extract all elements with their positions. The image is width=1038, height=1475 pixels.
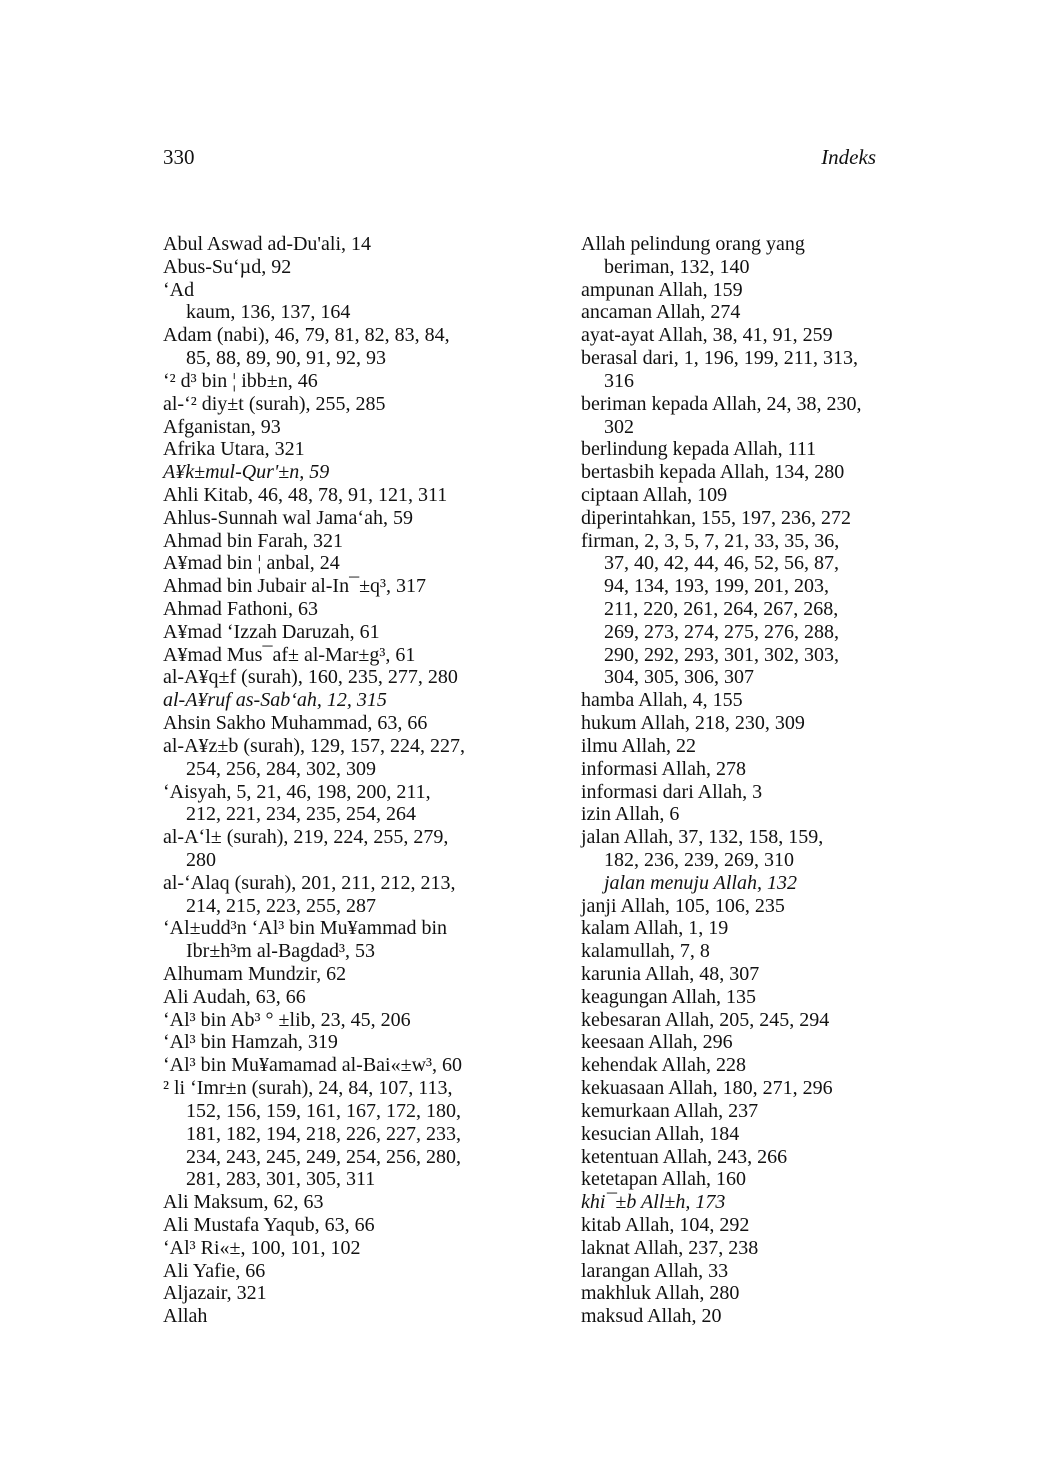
index-subline: 316	[604, 369, 634, 392]
index-subline: 290, 292, 293, 301, 302, 303,	[604, 643, 839, 666]
index-entry: hamba Allah, 4, 155	[581, 689, 743, 712]
index-entry: ampunan Allah, 159	[581, 278, 743, 301]
index-entry: Afganistan, 93	[163, 415, 281, 438]
index-entry: al-‘² diy±t (surah), 255, 285	[163, 392, 386, 415]
index-entry: Adam (nabi), 46, 79, 81, 82, 83, 84,	[163, 324, 450, 347]
index-entry: al-A‘l± (surah), 219, 224, 255, 279,	[163, 826, 449, 849]
index-entry: ² li ‘Imr±n (surah), 24, 84, 107, 113,	[163, 1077, 453, 1100]
index-entry: ketentuan Allah, 243, 266	[581, 1145, 788, 1168]
index-entry: jalan Allah, 37, 132, 158, 159,	[581, 826, 824, 849]
index-entry: Alhumam Mundzir, 62	[163, 963, 347, 985]
index-entry: ‘Aisyah, 5, 21, 46, 198, 200, 211,	[163, 780, 431, 803]
index-entry: Ahli Kitab, 46, 48, 78, 91, 121, 311	[163, 483, 448, 506]
index-entry: berlindung kepada Allah, 111	[581, 438, 817, 461]
index-entry: Allah	[163, 1305, 208, 1328]
index-entry: ‘² d³ bin ¦ ibb±n, 46	[163, 369, 318, 392]
index-entry: ‘Al³ bin Ab³ ° ±lib, 23, 45, 206	[163, 1008, 411, 1031]
index-entry: al-A¥q±f (surah), 160, 235, 277, 280	[163, 666, 458, 689]
index-entry: firman, 2, 3, 5, 7, 21, 33, 35, 36,	[581, 529, 840, 552]
index-entry: Ali Mustafa Yaqub, 63, 66	[163, 1213, 375, 1236]
index-entry: al-A¥ruf as-Sab‘ah, 12, 315	[163, 689, 387, 712]
index-entry: informasi Allah, 278	[581, 757, 746, 780]
index-entry: A¥mad Mus¯af± al-Mar±g³, 61	[163, 643, 416, 666]
index-entry: bertasbih kepada Allah, 134, 280	[581, 461, 845, 484]
index-subline: 37, 40, 42, 44, 46, 52, 56, 87,	[604, 552, 839, 575]
index-entry: kehendak Allah, 228	[581, 1054, 746, 1077]
index-entry: Afrika Utara, 321	[163, 438, 305, 461]
index-entry: A¥mad bin ¦ anbal, 24	[163, 552, 340, 575]
index-subline: 152, 156, 159, 161, 167, 172, 180,	[186, 1099, 461, 1122]
running-head-title: Indeks	[821, 145, 876, 169]
index-entry: Ahsin Sakho Muhammad, 63, 66	[163, 712, 428, 735]
index-entry: ketetapan Allah, 160	[581, 1168, 746, 1191]
index-entry: A¥mad ‘Izzah Daruzah, 61	[163, 620, 380, 643]
index-subline: 181, 182, 194, 218, 226, 227, 233,	[186, 1122, 461, 1145]
index-entry: kebesaran Allah, 205, 245, 294	[581, 1008, 830, 1031]
index-entry: karunia Allah, 48, 307	[581, 963, 760, 985]
index-entry: Ahlus-Sunnah wal Jama‘ah, 59	[163, 506, 413, 529]
index-entry: ‘Al³ Ri«±, 100, 101, 102	[163, 1236, 361, 1259]
index-entry: maksud Allah, 20	[581, 1305, 722, 1328]
index-entry: al-A¥z±b (surah), 129, 157, 224, 227,	[163, 734, 466, 757]
index-entry: izin Allah, 6	[581, 803, 680, 826]
page-number: 330	[163, 145, 195, 169]
index-subline: 212, 221, 234, 235, 254, 264	[186, 803, 416, 826]
index-subline: 302	[604, 415, 634, 438]
index-entry: ancaman Allah, 274	[581, 301, 741, 324]
index-entry: Ali Yafie, 66	[163, 1259, 266, 1282]
index-subline: 182, 236, 239, 269, 310	[604, 848, 794, 871]
index-subline: beriman, 132, 140	[604, 255, 750, 278]
index-entry: A¥k±mul-Qur'±n, 59	[163, 461, 330, 484]
index-entry: Ahmad Fathoni, 63	[163, 598, 318, 620]
index-subline: 214, 215, 223, 255, 287	[186, 894, 376, 917]
index-column-right	[581, 233, 891, 1328]
index-entry: ‘Al³ bin Mu¥amamad al-Bai«±w³, 60	[163, 1054, 463, 1077]
index-entry: Ali Audah, 63, 66	[163, 985, 306, 1008]
index-entry: keagungan Allah, 135	[581, 985, 756, 1008]
index-entry: Ahmad bin Farah, 321	[163, 529, 343, 552]
index-entry: ciptaan Allah, 109	[581, 483, 728, 506]
index-subline: Ibr±h³m al-Bagdad³, 53	[186, 940, 376, 963]
index-entry: kalamullah, 7, 8	[581, 940, 710, 963]
index-entry: kitab Allah, 104, 292	[581, 1213, 750, 1236]
index-entry: ‘Ad	[163, 278, 195, 301]
index-entry: ilmu Allah, 22	[581, 734, 696, 757]
index-entry: laknat Allah, 237, 238	[581, 1236, 759, 1259]
index-entry: larangan Allah, 33	[581, 1259, 729, 1282]
index-entry: al-‘Alaq (surah), 201, 211, 212, 213,	[163, 871, 456, 894]
index-entry: diperintahkan, 155, 197, 236, 272	[581, 506, 851, 529]
index-entry: kemurkaan Allah, 237	[581, 1099, 759, 1122]
index-entry: Ali Maksum, 62, 63	[163, 1191, 324, 1214]
index-entry: ayat-ayat Allah, 38, 41, 91, 259	[581, 324, 833, 347]
index-entry: keesaan Allah, 296	[581, 1031, 733, 1054]
index-entry: Abul Aswad ad-Du'ali, 14	[163, 233, 372, 255]
index-entry: Aljazair, 321	[163, 1282, 267, 1305]
index-subline: jalan menuju Allah, 132	[604, 871, 797, 894]
index-entry: Allah pelindung orang yang	[581, 233, 805, 255]
index-subline: 304, 305, 306, 307	[604, 666, 754, 689]
index-subline: kaum, 136, 137, 164	[186, 301, 351, 324]
index-entry: janji Allah, 105, 106, 235	[581, 894, 785, 917]
index-entry: khi¯±b All±h, 173	[581, 1191, 726, 1214]
index-entry: kekuasaan Allah, 180, 271, 296	[581, 1077, 833, 1100]
index-entry: hukum Allah, 218, 230, 309	[581, 712, 805, 735]
index-column-left	[163, 233, 563, 1328]
index-entry: berasal dari, 1, 196, 199, 211, 313,	[581, 347, 858, 370]
index-subline: 269, 273, 274, 275, 276, 288,	[604, 620, 839, 643]
index-subline: 254, 256, 284, 302, 309	[186, 757, 376, 780]
index-entry: ‘Al³ bin Hamzah, 319	[163, 1031, 338, 1054]
index-entry: informasi dari Allah, 3	[581, 780, 763, 803]
index-subline: 281, 283, 301, 305, 311	[186, 1168, 376, 1191]
index-entry: ‘Al±udd³n ‘Al³ bin Mu¥ammad bin	[163, 917, 448, 940]
index-subline: 85, 88, 89, 90, 91, 92, 93	[186, 347, 386, 370]
index-entry: makhluk Allah, 280	[581, 1282, 740, 1305]
index-entry: Ahmad bin Jubair al-In¯±q³, 317	[163, 575, 427, 598]
index-entry: kesucian Allah, 184	[581, 1122, 740, 1145]
index-subline: 94, 134, 193, 199, 201, 203,	[604, 575, 829, 598]
index-entry: kalam Allah, 1, 19	[581, 917, 729, 940]
index-subline: 211, 220, 261, 264, 267, 268,	[604, 598, 839, 620]
index-subline: 280	[186, 848, 216, 871]
index-entry: beriman kepada Allah, 24, 38, 230,	[581, 392, 862, 415]
index-entry: Abus-Su‘µd, 92	[163, 255, 292, 278]
index-subline: 234, 243, 245, 249, 254, 256, 280,	[186, 1145, 461, 1168]
